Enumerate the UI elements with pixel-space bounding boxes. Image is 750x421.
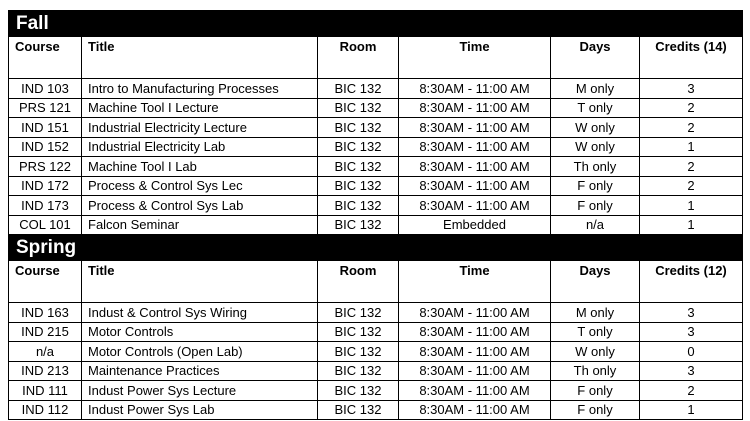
cell-title: Motor Controls <box>82 322 318 342</box>
cell-time: 8:30AM - 11:00 AM <box>399 400 551 420</box>
cell-course: IND 111 <box>9 381 82 401</box>
cell-course: IND 151 <box>9 118 82 138</box>
column-header-row <box>9 261 743 303</box>
cell-title: Indust Power Sys Lecture <box>82 381 318 401</box>
cell-title: Industrial Electricity Lab <box>82 137 318 157</box>
table-row <box>9 196 743 216</box>
cell-title: Falcon Seminar <box>82 215 318 235</box>
table-row <box>9 342 743 362</box>
cell-title: Maintenance Practices <box>82 361 318 381</box>
column-header-course: Course <box>9 261 82 303</box>
cell-time: 8:30AM - 11:00 AM <box>399 98 551 118</box>
cell-room: BIC 132 <box>318 361 399 381</box>
column-header-title: Title <box>82 261 318 303</box>
course-schedule <box>8 10 742 420</box>
column-header-room: Room <box>318 261 399 303</box>
cell-course: IND 112 <box>9 400 82 420</box>
schedule-table <box>8 10 743 420</box>
cell-course: n/a <box>9 342 82 362</box>
cell-time: 8:30AM - 11:00 AM <box>399 196 551 216</box>
cell-credits: 2 <box>640 157 743 177</box>
cell-credits: 2 <box>640 118 743 138</box>
table-row <box>9 381 743 401</box>
column-header-course: Course <box>9 37 82 79</box>
cell-days: F only <box>551 381 640 401</box>
table-row <box>9 303 743 323</box>
cell-title: Indust Power Sys Lab <box>82 400 318 420</box>
cell-room: BIC 132 <box>318 342 399 362</box>
cell-time: 8:30AM - 11:00 AM <box>399 176 551 196</box>
cell-course: IND 103 <box>9 79 82 99</box>
cell-credits: 2 <box>640 176 743 196</box>
cell-credits: 0 <box>640 342 743 362</box>
cell-room: BIC 132 <box>318 322 399 342</box>
cell-days: n/a <box>551 215 640 235</box>
cell-days: M only <box>551 79 640 99</box>
cell-time: 8:30AM - 11:00 AM <box>399 361 551 381</box>
cell-days: M only <box>551 303 640 323</box>
column-header-row <box>9 37 743 79</box>
cell-days: W only <box>551 342 640 362</box>
cell-time: 8:30AM - 11:00 AM <box>399 381 551 401</box>
table-row <box>9 215 743 235</box>
table-row <box>9 79 743 99</box>
cell-room: BIC 132 <box>318 215 399 235</box>
cell-credits: 1 <box>640 137 743 157</box>
section-title: Spring <box>9 235 743 261</box>
cell-credits: 3 <box>640 303 743 323</box>
cell-title: Intro to Manufacturing Processes <box>82 79 318 99</box>
cell-credits: 3 <box>640 79 743 99</box>
cell-time: 8:30AM - 11:00 AM <box>399 79 551 99</box>
section-header-spring <box>9 235 743 261</box>
table-row <box>9 400 743 420</box>
cell-credits: 1 <box>640 196 743 216</box>
cell-credits: 3 <box>640 361 743 381</box>
cell-credits: 1 <box>640 215 743 235</box>
column-header-time: Time <box>399 37 551 79</box>
cell-course: PRS 122 <box>9 157 82 177</box>
cell-room: BIC 132 <box>318 98 399 118</box>
cell-course: IND 152 <box>9 137 82 157</box>
cell-course: PRS 121 <box>9 98 82 118</box>
cell-days: Th only <box>551 157 640 177</box>
cell-days: Th only <box>551 361 640 381</box>
cell-time: 8:30AM - 11:00 AM <box>399 303 551 323</box>
cell-time: Embedded <box>399 215 551 235</box>
cell-room: BIC 132 <box>318 79 399 99</box>
cell-course: IND 163 <box>9 303 82 323</box>
cell-course: IND 215 <box>9 322 82 342</box>
cell-title: Machine Tool I Lab <box>82 157 318 177</box>
cell-room: BIC 132 <box>318 381 399 401</box>
table-row <box>9 361 743 381</box>
cell-time: 8:30AM - 11:00 AM <box>399 322 551 342</box>
section-title: Fall <box>9 11 743 37</box>
cell-days: W only <box>551 137 640 157</box>
column-header-credits: Credits (14) <box>640 37 743 79</box>
column-header-days: Days <box>551 37 640 79</box>
cell-title: Motor Controls (Open Lab) <box>82 342 318 362</box>
section-header-fall <box>9 11 743 37</box>
cell-time: 8:30AM - 11:00 AM <box>399 157 551 177</box>
column-header-credits: Credits (12) <box>640 261 743 303</box>
cell-room: BIC 132 <box>318 196 399 216</box>
cell-credits: 3 <box>640 322 743 342</box>
cell-room: BIC 132 <box>318 176 399 196</box>
cell-title: Industrial Electricity Lecture <box>82 118 318 138</box>
cell-days: F only <box>551 196 640 216</box>
schedule-body <box>9 11 743 420</box>
cell-course: IND 172 <box>9 176 82 196</box>
cell-title: Indust & Control Sys Wiring <box>82 303 318 323</box>
cell-room: BIC 132 <box>318 303 399 323</box>
cell-credits: 1 <box>640 400 743 420</box>
cell-course: COL 101 <box>9 215 82 235</box>
cell-days: W only <box>551 118 640 138</box>
cell-title: Process & Control Sys Lec <box>82 176 318 196</box>
cell-room: BIC 132 <box>318 118 399 138</box>
cell-course: IND 173 <box>9 196 82 216</box>
cell-days: F only <box>551 176 640 196</box>
cell-time: 8:30AM - 11:00 AM <box>399 137 551 157</box>
column-header-days: Days <box>551 261 640 303</box>
column-header-room: Room <box>318 37 399 79</box>
cell-days: T only <box>551 98 640 118</box>
cell-credits: 2 <box>640 381 743 401</box>
cell-room: BIC 132 <box>318 400 399 420</box>
cell-days: F only <box>551 400 640 420</box>
table-row <box>9 176 743 196</box>
cell-credits: 2 <box>640 98 743 118</box>
cell-title: Machine Tool I Lecture <box>82 98 318 118</box>
cell-days: T only <box>551 322 640 342</box>
table-row <box>9 98 743 118</box>
column-header-title: Title <box>82 37 318 79</box>
cell-time: 8:30AM - 11:00 AM <box>399 118 551 138</box>
column-header-time: Time <box>399 261 551 303</box>
table-row <box>9 157 743 177</box>
cell-title: Process & Control Sys Lab <box>82 196 318 216</box>
table-row <box>9 322 743 342</box>
cell-time: 8:30AM - 11:00 AM <box>399 342 551 362</box>
cell-room: BIC 132 <box>318 137 399 157</box>
table-row <box>9 118 743 138</box>
cell-course: IND 213 <box>9 361 82 381</box>
table-row <box>9 137 743 157</box>
cell-room: BIC 132 <box>318 157 399 177</box>
